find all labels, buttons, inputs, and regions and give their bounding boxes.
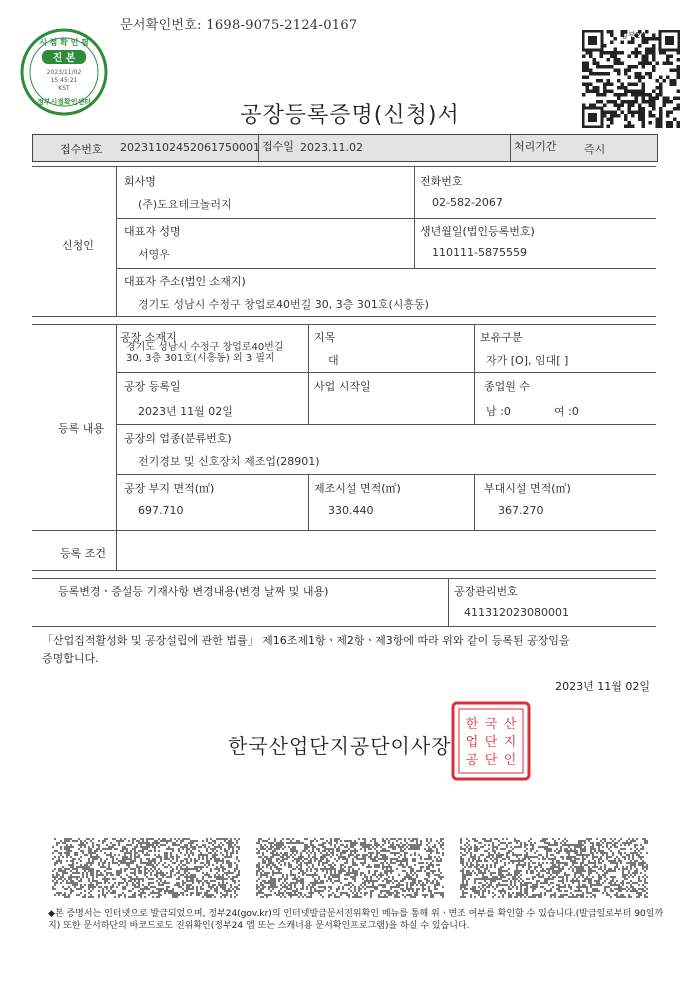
ownership-label: 보유구분 — [480, 331, 523, 344]
svg-text:지: 지 — [503, 735, 517, 750]
date-value: 2023.11.02 — [300, 141, 363, 154]
land-category-label: 지목 — [314, 331, 336, 344]
business-start-label: 사업 시작일 — [314, 380, 371, 393]
rep-address-label: 대표자 주소(법인 소재지) — [124, 275, 246, 288]
birth-label: 생년월일(법인등록번호) — [420, 225, 535, 238]
svg-text:공: 공 — [465, 753, 479, 768]
receipt-value: 20231102452061750001 — [120, 141, 260, 154]
location-line1: 경기도 성남시 수정구 창업로40번길 — [126, 342, 284, 353]
gov24-label: 정부24 — [620, 31, 646, 40]
employees-male: 남 :0 — [486, 405, 511, 418]
official-stamp — [450, 700, 532, 782]
aux-area-value: 367.270 — [498, 504, 544, 517]
period-value: 즉시 — [584, 143, 606, 156]
land-category-value: 대 — [328, 354, 339, 367]
company-label: 회사명 — [124, 175, 156, 188]
seal-center-text: 진 본 — [52, 53, 76, 64]
seal-top-text: 시 점 확 인 필 — [39, 38, 89, 47]
site-area-label: 공장 부지 면적(㎡) — [124, 482, 215, 495]
seal-code: KST — [58, 85, 70, 92]
issue-date: 2023년 11월 02일 — [555, 680, 650, 693]
document-barcode-2 — [256, 838, 444, 898]
industry-label: 공장의 업종(분류번호) — [124, 432, 232, 445]
svg-text:단: 단 — [484, 735, 498, 750]
document-confirm-number: 문서확인번호: 1698-9075-2124-0167 — [120, 18, 358, 33]
seal-date: 2023/11/02 — [46, 69, 82, 76]
ownership-value: 자가 [O], 임대[ ] — [486, 354, 569, 367]
employees-label: 종업원 수 — [484, 380, 531, 393]
industry-value: 전기경보 및 신호장치 제조업(28901) — [138, 455, 320, 468]
verification-notice: ◆본 증명서는 인터넷으로 발급되었으며, 정부24(gov.kr)의 인터넷발급문서진위확인 메뉴를 통해 위ㆍ변조 여부를 확인할 수 있습니다.(발급일로부터 90일까지) 또한 문서하단의 바코드로도 진위확인(정부24 앱 또는 스캐너용 문서확인프로그램)을 하실 수 있습니다. — [48, 909, 664, 931]
svg-text:단: 단 — [484, 753, 498, 768]
changes-label: 등록변경ㆍ증설등 기재사항 변경내용(변경 날짜 및 내용) — [58, 585, 329, 598]
period-label: 처리기간 — [514, 140, 557, 153]
applicant-section-label: 신청인 — [62, 239, 94, 252]
receipt-label: 접수번호 — [60, 143, 103, 156]
page-title: 공장등록증명(신청)서 — [240, 103, 460, 128]
site-area-value: 697.710 — [138, 504, 184, 517]
registration-date-value: 2023년 11월 02일 — [138, 405, 233, 418]
mgmt-number-value: 411312023080001 — [464, 606, 569, 619]
svg-text:산: 산 — [503, 717, 517, 732]
statement-line1: 「산업집적활성화 및 공장설립에 관한 법률」 제16조제1항ㆍ제2항ㆍ제3항에 따라 위와 같이 등록된 공장임을 — [42, 634, 570, 647]
issuing-organization: 한국산업단지공단이사장 — [228, 734, 452, 758]
seal-bottom-text: 정부시점확인센터 — [36, 98, 92, 106]
employees-female: 여 :0 — [554, 405, 579, 418]
statement-line2: 증명합니다. — [42, 652, 99, 665]
seal-time: 15:45:21 — [50, 77, 78, 84]
svg-text:인: 인 — [503, 753, 517, 768]
mgmt-number-label: 공장관리번호 — [454, 585, 518, 598]
svg-text:한: 한 — [465, 717, 479, 732]
document-barcode-3 — [460, 838, 648, 898]
phone-label: 전화번호 — [420, 175, 463, 188]
date-label: 접수일 — [262, 140, 294, 153]
registration-date-label: 공장 등록일 — [124, 380, 181, 393]
mfg-area-value: 330.440 — [328, 504, 374, 517]
certification-statement — [42, 632, 662, 668]
aux-area-label: 부대시설 면적(㎡) — [484, 482, 571, 495]
birth-value: 110111-5875559 — [432, 246, 527, 259]
company-value: (주)도요테크놀러지 — [138, 198, 232, 211]
rep-address-value: 경기도 성남시 수정구 창업로40번길 30, 3층 301호(시흥동) — [138, 298, 429, 311]
rep-name-value: 서영우 — [138, 248, 170, 261]
svg-text:국: 국 — [484, 717, 498, 732]
document-barcode-1 — [52, 838, 240, 898]
phone-value: 02-582-2067 — [432, 196, 503, 209]
mfg-area-label: 제조시설 면적(㎡) — [314, 482, 401, 495]
rep-name-label: 대표자 성명 — [124, 225, 181, 238]
conditions-label: 등록 조건 — [60, 547, 107, 560]
location-line2: 30, 3층 301호(시흥동) 외 3 필지 — [126, 353, 275, 364]
svg-text:업: 업 — [465, 735, 479, 750]
location-label: 공장 소재지 — [120, 331, 177, 344]
registration-section-label: 등록 내용 — [58, 422, 105, 435]
